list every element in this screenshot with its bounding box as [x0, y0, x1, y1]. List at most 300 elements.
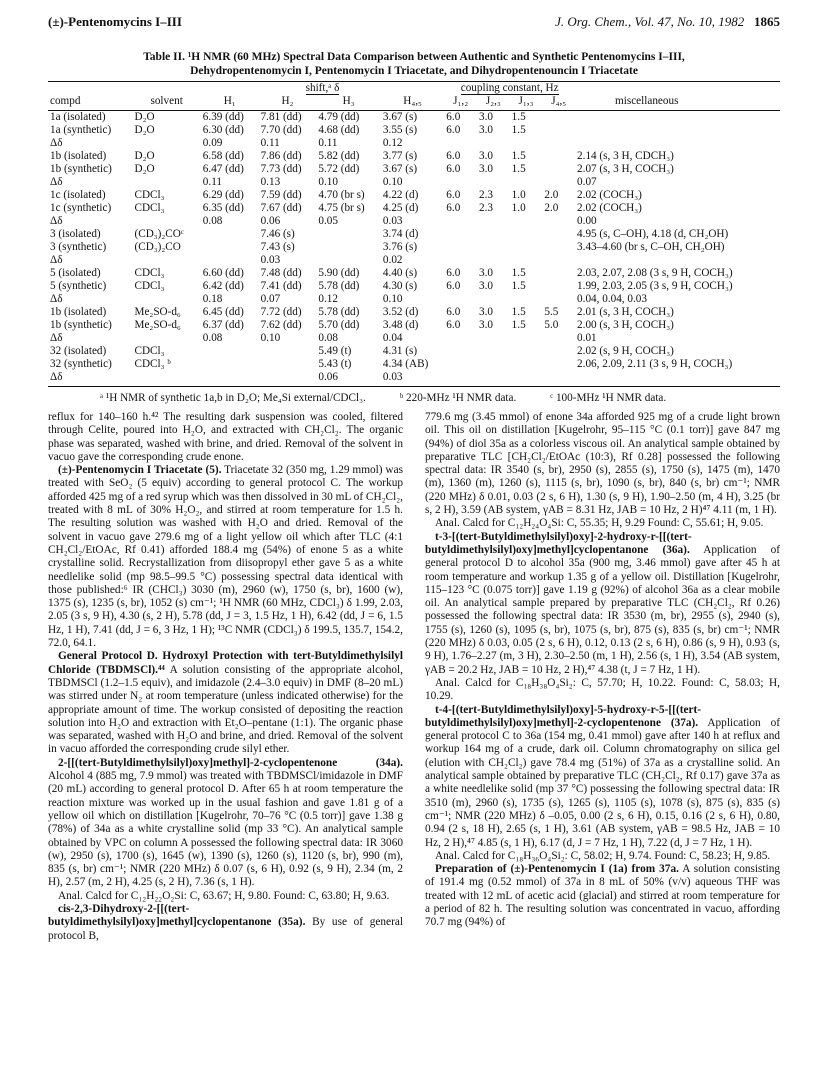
table-cell	[444, 293, 477, 306]
table-cell: Me₂SO-d₆	[134, 319, 181, 331]
column-header: J₂,₃	[477, 95, 510, 111]
paragraph	[48, 650, 403, 756]
table-cell: 7.73 (dd)	[260, 163, 302, 175]
table-cell	[133, 215, 201, 228]
table-cell: 1.5	[511, 111, 526, 123]
paragraph	[425, 704, 780, 850]
table-cell: 5.0	[544, 319, 559, 331]
table-cell: 2.0	[544, 189, 559, 201]
table-cell: 1a (isolated)	[50, 111, 106, 123]
table-cell	[542, 124, 575, 137]
column-header: H₂	[259, 95, 317, 111]
table-cell: 5.43 (t)	[318, 358, 352, 370]
table-cell: D₂O	[134, 150, 155, 162]
table-cell	[542, 111, 575, 125]
table-cell	[201, 254, 259, 267]
table-cell: 5.70 (dd)	[318, 319, 360, 331]
table-cell: 2.02 (s, 9 H, COCH₃)	[577, 345, 674, 357]
table-cell: 32 (synthetic)	[50, 358, 112, 370]
table-row	[48, 371, 780, 387]
table-cell: 4.75 (br s)	[318, 202, 365, 214]
table-cell: 3.0	[478, 163, 493, 175]
table-cell: 4.68 (dd)	[318, 124, 360, 136]
table-cell	[444, 371, 477, 387]
table-cell: 6.29 (dd)	[202, 189, 244, 201]
table-cell: 3 (isolated)	[50, 228, 101, 240]
table-cell	[510, 254, 543, 267]
table-footnote: ᵇ 220-MHz ¹H NMR data.	[399, 392, 517, 404]
table-cell: 2.01 (s, 3 H, COCH₃)	[577, 306, 674, 318]
paragraph	[425, 677, 780, 704]
table-cell: 1a (synthetic)	[50, 124, 112, 136]
table-cell	[542, 254, 575, 267]
table-cell: 6.60 (dd)	[202, 267, 244, 279]
paragraph-text: Anal. Calcd for C₁₈H₃₆O₄Si₂: C, 58.02; H, 9.74. Found: C, 58.23; H, 9.85.	[435, 849, 771, 862]
journal-name: J. Org. Chem.,	[555, 14, 632, 29]
table-cell: 3.0	[478, 280, 493, 292]
table-cell: 3.48 (d)	[382, 319, 419, 331]
table-cell: 6.35 (dd)	[202, 202, 244, 214]
paragraph	[48, 903, 403, 943]
running-head-citation	[555, 14, 780, 30]
table-cell	[542, 150, 575, 163]
paragraph-text: reflux for 140–160 h.⁴² The resulting dark suspension was cooled, filtered through Celite, poured into H₂O, and extracted with CH₂Cl₂. The organic phase was separated, washed with brine, and dried. Removal of the solvent in vacuo gave the corresponding crude enone.	[48, 411, 403, 463]
table-cell: 6.0	[446, 189, 461, 201]
table-cell: 3.76 (s)	[382, 241, 418, 253]
table-cell	[444, 215, 477, 228]
table-cell: 6.0	[446, 280, 461, 292]
paragraph-heading: t-4-[(tert-Butyldimethylsilyl)oxy]-5-hydroxy-r-5-[[(tert-butyldimethylsilyl)oxy]methyl]-2-cyclopentenone (37a).	[425, 703, 702, 729]
table-cell: 6.47 (dd)	[202, 163, 244, 175]
paragraph-text: Anal. Calcd for C₁₈H₃₈O₄Si₂: C, 57.70; H, 10.22. Found: C, 58.03; H, 10.29.	[425, 676, 780, 703]
table-cell	[542, 280, 575, 293]
table-row	[48, 163, 780, 176]
table-cell: 5.72 (dd)	[318, 163, 360, 175]
page-number: 1865	[754, 14, 780, 29]
table-cell	[444, 137, 477, 150]
table-cell	[259, 358, 317, 371]
table-cell: 1.5	[511, 267, 526, 279]
table-cell	[316, 254, 381, 267]
table-cell: 1c (synthetic)	[50, 202, 112, 214]
table-cell: 6.0	[446, 150, 461, 162]
table-cell: D₂O	[134, 124, 155, 136]
table-cell: 2.02 (COCH₃)	[577, 202, 642, 214]
table-cell: 7.43 (s)	[260, 241, 295, 253]
table-cell	[542, 176, 575, 189]
table-cell	[444, 254, 477, 267]
table-cell: 3.0	[478, 306, 493, 318]
table-column-header	[48, 95, 780, 111]
table-cell: 0.13	[260, 176, 281, 188]
table-cell	[542, 163, 575, 176]
paragraph	[48, 411, 403, 464]
left-column	[48, 411, 403, 943]
column-header: J₁,₂	[444, 95, 477, 111]
table-cell: 1c (isolated)	[50, 189, 106, 201]
table-cell	[510, 137, 543, 150]
table-cell: 3.43–4.60 (br s, C–OH, CH₂OH)	[577, 241, 725, 253]
table-cell: D₂O	[134, 163, 155, 175]
table-caption: Table II. ¹H NMR (60 MHz) Spectral Data Comparison between Authentic and Synthetic Pentenomycins I–III, Dehydropentenomycin I, Pentenomycin I Triacetate, and Dihydropentenouncin I Triacetate	[143, 51, 685, 77]
table-cell: 2.06, 2.09, 2.11 (3 s, 9 H, COCH₃)	[577, 358, 733, 370]
table-cell	[316, 241, 381, 254]
table-cell: 1.5	[511, 124, 526, 136]
column-header: J₄,₅	[542, 95, 575, 111]
paragraph-text: Application of general protocol C to 36a (154 mg, 0.41 mmol) gave after 140 h at reflux and workup 164 mg of a crude, dark oil. Column chromatography on silica gel (elution with CH₂Cl₂) gave 78.4 mg (51%) of 37a as a crystalline solid. An analytical sample obtained by preparative TLC (CH₂Cl₂, Rf 0.17) gave 37a as a white needlelike solid (mp 37 °C) possessing the following spectral data: IR 3510 (m), 2960 (s), 1735 (s), 1265 (s), 1105 (s), 1078 (s), 875 (s), 835 (s) cm⁻¹; NMR (220 MHz) δ –0.05, 0.00 (2 s, 6 H), 0.15, 0.16 (2 s, 6 H), 0.80, 0.94 (2 s, 18 H), 2.65 (s, 1 H), 3.61 (AB system, γAB = 98.5 Hz, JAB = 10 Hz, 2 H),⁴⁷ 4.85 (s, 1 H), 6.17 (d, J = 7 Hz, 1 H), 7.22 (d, J = 7 Hz, 1 H).	[425, 716, 780, 849]
table-cell	[444, 176, 477, 189]
table-row	[48, 267, 780, 280]
paragraph-heading: cis-2,3-Dihydroxy-2-[[(tert-butyldimethylsilyl)oxy]methyl]cyclopentanone (35a).	[48, 902, 306, 929]
table-cell: 6.39 (dd)	[202, 111, 244, 123]
table-cell: 0.03	[381, 371, 444, 387]
table-row	[48, 345, 780, 358]
table-row	[48, 150, 780, 163]
table-row	[48, 319, 780, 332]
table-cell: 1.5	[511, 319, 526, 331]
table-cell: 0.07	[577, 176, 597, 188]
table-cell: 6.0	[446, 163, 461, 175]
table-cell	[510, 371, 543, 387]
table-row	[48, 332, 780, 345]
table-cell: 0.10	[382, 293, 403, 305]
table-cell: 2.02 (COCH₃)	[577, 189, 642, 201]
table-cell: 4.79 (dd)	[318, 111, 360, 123]
table-cell	[477, 215, 510, 228]
table-cell: 0.06	[316, 371, 381, 387]
table-row	[48, 124, 780, 137]
table-cell: 6.0	[446, 319, 461, 331]
table-cell	[542, 293, 575, 306]
table-row	[48, 111, 780, 125]
table-cell: 1.5	[511, 150, 526, 162]
table-cell	[510, 176, 543, 189]
body-text	[48, 411, 780, 943]
table-cell: 3.77 (s)	[382, 150, 418, 162]
table-cell: 5.82 (dd)	[318, 150, 360, 162]
table-cell	[444, 228, 477, 241]
table-cell: 0.08	[202, 215, 223, 227]
table-cell: 2.00 (s, 3 H, COCH₃)	[577, 319, 674, 331]
table-cell: 7.67 (dd)	[260, 202, 302, 214]
table-cell: Δδ	[50, 215, 63, 227]
table-cell: 7.59 (dd)	[260, 189, 302, 201]
table-cell: CDCl₃	[134, 189, 165, 201]
table-cell: 7.41 (dd)	[260, 280, 302, 292]
table-cell: 6.42 (dd)	[202, 280, 244, 292]
table-cell: 6.0	[446, 111, 461, 123]
table-footnote: ᵃ ¹H NMR of synthetic 1a,b in D₂O; Me₄Si external/CDCl₃.	[100, 392, 366, 404]
table-cell: 1.5	[511, 280, 526, 292]
table-cell: 0.18	[202, 293, 223, 305]
paragraph-heading: t-3-[(tert-Butyldimethylsilyl)oxy]-2-hydroxy-r-[[(tert-butyldimethylsilyl)oxy]methyl]cyclopentanone (36a).	[425, 530, 692, 556]
right-column	[425, 411, 780, 943]
table-cell: 0.06	[260, 215, 281, 227]
table-cell: 6.30 (dd)	[202, 124, 244, 136]
table-cell	[444, 358, 477, 371]
table-cell: 7.72 (dd)	[260, 306, 302, 318]
paragraph	[48, 464, 403, 650]
table-cell: 6.0	[446, 306, 461, 318]
table-cell: 0.10	[318, 176, 338, 188]
table-cell: 2.07 (s, 3 H, COCH₃)	[577, 163, 674, 175]
table-cell: 0.03	[382, 215, 403, 227]
table-cell: Δδ	[50, 332, 63, 344]
table-cell	[575, 371, 780, 387]
table-cell: Δδ	[48, 371, 133, 387]
table-cell: 4.25 (d)	[382, 202, 419, 214]
table-cell	[201, 228, 259, 241]
table-cell: 7.62 (dd)	[260, 319, 302, 331]
column-header: compd	[48, 95, 133, 111]
table-cell: 0.08	[202, 332, 223, 344]
table-footnote: ᶜ 100-MHz ¹H NMR data.	[550, 392, 667, 404]
column-header: H₄,₅	[381, 95, 444, 111]
paragraph	[425, 517, 780, 530]
table-cell: 0.11	[260, 137, 280, 149]
table-row	[48, 254, 780, 267]
table-cell: 0.12	[318, 293, 338, 305]
table-cell: 0.07	[260, 293, 281, 305]
table-cell: 3.0	[478, 267, 493, 279]
table-cell: 0.12	[382, 137, 403, 149]
table-cell: 6.37 (dd)	[202, 319, 244, 331]
table-cell: 1b (isolated)	[50, 150, 107, 162]
table-cell: 0.11	[202, 176, 222, 188]
table-cell	[477, 241, 510, 254]
table-cell: Δδ	[50, 137, 63, 149]
table-cell: 4.22 (d)	[382, 189, 419, 201]
table-group-header	[48, 82, 780, 96]
table-row	[48, 306, 780, 319]
table-cell: 2.0	[544, 202, 559, 214]
table-cell	[444, 241, 477, 254]
table-row	[48, 280, 780, 293]
table-cell: 6.58 (dd)	[202, 150, 244, 162]
table-cell: 6.45 (dd)	[202, 306, 244, 318]
table-cell	[542, 345, 575, 358]
table-cell: (CD₃)₂CO	[134, 241, 181, 253]
table-cell: D₂O	[134, 111, 155, 123]
table-cell: 0.10	[382, 176, 403, 188]
table-cell: 7.46 (s)	[260, 228, 295, 240]
table-cell: 0.00	[577, 215, 597, 227]
coupling-group-header: coupling constant, Hz	[444, 82, 575, 96]
table-cell: 3.0	[478, 111, 493, 123]
table-cell: 4.34 (AB)	[382, 358, 429, 370]
table-cell: 6.0	[446, 124, 461, 136]
column-header: J₁,₃	[510, 95, 543, 111]
table-cell: 5.90 (dd)	[318, 267, 360, 279]
table-cell	[201, 358, 259, 371]
table-cell: CDCl₃	[134, 202, 165, 214]
table-cell: 1.99, 2.03, 2.05 (3 s, 9 H, COCH₃)	[577, 280, 733, 292]
table-cell: 3.0	[478, 319, 493, 331]
table-cell	[510, 215, 543, 228]
table-cell: CDCl₃	[134, 345, 165, 357]
paragraph	[425, 411, 780, 517]
table-row	[48, 176, 780, 189]
table-cell	[510, 358, 543, 371]
table-cell	[510, 332, 543, 345]
paragraph-text: Anal. Calcd for C₁₂H₂₂O₂Si: C, 63.67; H, 9.80. Found: C, 63.80; H, 9.63.	[58, 889, 390, 902]
table-cell: 3.0	[478, 150, 493, 162]
paragraph	[48, 890, 403, 903]
table-cell	[133, 332, 201, 345]
table-cell: 0.10	[260, 332, 281, 344]
table-cell	[510, 293, 543, 306]
table-cell	[133, 254, 201, 267]
table-cell: 5.78 (dd)	[318, 280, 360, 292]
table-cell: 2.3	[478, 202, 493, 214]
table-cell: 1b (synthetic)	[50, 163, 112, 175]
table-cell	[133, 371, 201, 387]
table-row	[48, 293, 780, 306]
table-cell: CDCl₃ ᵇ	[134, 358, 171, 370]
nmr-table-wrap	[48, 81, 780, 387]
table-cell: 0.11	[318, 137, 338, 149]
table-row	[48, 215, 780, 228]
table-cell	[477, 176, 510, 189]
table-row	[48, 358, 780, 371]
table-cell	[575, 137, 780, 150]
table-cell	[477, 371, 510, 387]
table-cell: 4.30 (s)	[382, 280, 418, 292]
table-cell: 1.0	[511, 202, 526, 214]
table-cell	[542, 267, 575, 280]
shift-group-header: shift,ᵃ δ	[201, 82, 445, 96]
table-footnotes	[48, 391, 780, 405]
table-cell: 0.03	[260, 254, 281, 266]
table-cell	[477, 345, 510, 358]
table-cell	[201, 241, 259, 254]
table-cell	[259, 345, 317, 358]
table-cell: Δδ	[50, 254, 63, 266]
table-cell: 5 (synthetic)	[50, 280, 107, 292]
table-cell: 0.04, 0.04, 0.03	[577, 293, 647, 305]
table-cell	[542, 228, 575, 241]
table-cell	[444, 345, 477, 358]
column-header: H₃	[316, 95, 381, 111]
table-cell: 2.14 (s, 3 H, CDCH₃)	[577, 150, 674, 162]
table-cell: 3.74 (d)	[382, 228, 419, 240]
column-header: solvent	[133, 95, 201, 111]
table-cell	[477, 228, 510, 241]
table-cell	[477, 358, 510, 371]
table-cell	[542, 241, 575, 254]
table-cell: 6.0	[446, 202, 461, 214]
table-cell: 32 (isolated)	[50, 345, 107, 357]
paragraph	[425, 863, 780, 929]
table-body	[48, 111, 780, 387]
table-cell: Δδ	[50, 176, 63, 188]
table-cell: 0.02	[382, 254, 403, 266]
paragraph-heading: (±)-Pentenomycin I Triacetate (5).	[58, 464, 222, 477]
table-cell: 5 (isolated)	[50, 267, 101, 279]
table-cell: Me₂SO-d₆	[134, 306, 181, 318]
table-cell: 0.04	[382, 332, 403, 344]
table-cell: 7.81 (dd)	[260, 111, 302, 123]
table-cell	[477, 254, 510, 267]
paragraph-text: By use of general protocol B,	[48, 916, 403, 942]
table-cell: 3.67 (s)	[382, 111, 418, 123]
paragraph	[425, 850, 780, 863]
table-cell: (CD₃)₂COᶜ	[134, 228, 184, 240]
table-cell: 2.03, 2.07, 2.08 (3 s, 9 H, COCH₃)	[577, 267, 733, 279]
table-cell: CDCl₃	[134, 267, 165, 279]
table-cell: 5.78 (dd)	[318, 306, 360, 318]
table-cell	[542, 137, 575, 150]
table-cell: 5.5	[544, 306, 559, 318]
table-cell	[477, 293, 510, 306]
table-cell: 5.49 (t)	[318, 345, 352, 357]
table-cell: 1b (isolated)	[50, 306, 107, 318]
table-cell: 1b (synthetic)	[50, 319, 112, 331]
table-cell: 3.52 (d)	[382, 306, 419, 318]
table-row	[48, 189, 780, 202]
table-cell	[575, 254, 780, 267]
table-cell: 3.0	[478, 124, 493, 136]
paragraph	[48, 757, 403, 890]
paragraph	[425, 531, 780, 677]
table-cell: 7.86 (dd)	[260, 150, 302, 162]
table-cell: 7.48 (dd)	[260, 267, 302, 279]
nmr-data-table	[48, 81, 780, 387]
paragraph-heading: General Protocol D. Hydroxyl Protection with tert-Butyldimethylsilyl Chloride (TBDMSCl).⁴⁴	[48, 650, 403, 676]
running-head-title: (±)-Pentenomycins I–III	[48, 14, 182, 29]
table-row	[48, 137, 780, 150]
table-cell: 3.55 (s)	[382, 124, 418, 136]
table-cell	[201, 371, 259, 387]
paragraph-text: A solution consisting of the appropriate alcohol, TBDMSCl (1.2–1.5 equiv), and imidazole (2.4–3.0 equiv) in DMF (8–20 mL) was stirred under N₂ at room temperature (unless indicated otherwise) for the appropriate amount of time. The workup consisted of depositing the reaction solution into H₂O and extraction with Et₂O–pentane (1:1). The organic phase was separated, washed with H₂O and brine, and dried. Removal of the solvent in vacuo afforded the corresponding crude silyl ether.	[48, 663, 403, 756]
table-cell	[542, 371, 575, 387]
table-row	[48, 202, 780, 215]
table-cell	[542, 332, 575, 345]
table-cell	[444, 332, 477, 345]
table-cell	[477, 332, 510, 345]
paragraph-text: Alcohol 4 (885 mg, 7.9 mmol) was treated with TBDMSCl/imidazole in DMF (20 mL) according to general protocol D. After 65 h at room temperature the reaction mixture was worked up in the usual fashion and gave 1.81 g of a yellow oil which on distillation [Kugelrohr, 70–76 °C (0.5 torr)] gave 1.38 g (78%) of 34a as a white crystalline solid (mp 33 °C). An analytical sample obtained by VPC on column A possessed the following spectral data: IR 3060 (w), 2950 (s), 1700 (s), 1645 (w), 1390 (s), 1260 (s), 1120 (s, br), 990 (m), 835 (s, br) cm⁻¹; NMR (220 MHz) δ 0.07 (s, 6 H), 0.92 (s, 9 H), 2.34 (m, 2 H), 2.57 (m, 2 H), 4.25 (s, 2 H), 7.36 (s, 1 H).	[48, 770, 403, 889]
table-cell: 3.67 (s)	[382, 163, 418, 175]
table-cell: 4.95 (s, C–OH), 4.18 (d, CH₂OH)	[577, 228, 729, 240]
paragraph-heading: 2-[[(tert-Butyldimethylsilyl)oxy]methyl]-2-cyclopentenone (34a).	[58, 756, 403, 769]
table-cell: 6.0	[446, 267, 461, 279]
paragraph-text: Application of general protocol D to alcohol 35a (900 mg, 3.46 mmol) gave after 45 h at room temperature and workup 1.35 g of a yellow oil. Distillation [Kugelrohr, 115–123 °C (0.075 torr)] gave 1.19 g (92%) of alcohol 36a as a clear mobile oil. An analytical sample prepared by preparative TLC (CH₂Cl₂, Rf 0.26) possessed the following spectral data: IR 3530 (m, br), 2955 (s), 2940 (s), 1755 (s), 1260 (s), 1095 (s, br), 1075 (s, br), 875 (s), 835 (s, br) cm⁻¹; NMR (220 MHz) δ 0.03, 0.05 (2 s, 6 H), 0.12, 0.13 (2 s, 6 H), 0.86 (s, 9 H), 0.93 (s, 9 H), 1.76–2.27 (m, 3 H), 2.30–2.50 (m, 1 H), 2.56 (s, 1 H), 3.54 (AB system, γAB = 20.2 Hz, JAB = 10 Hz, 2 H),⁴⁷ 4.38 (t, J = 7 Hz, 1 H).	[425, 543, 780, 676]
table-cell	[510, 228, 543, 241]
column-header: H₁	[201, 95, 259, 111]
table-cell	[201, 345, 259, 358]
table-cell: 4.70 (br s)	[318, 189, 365, 201]
paragraph-text: 779.6 mg (3.45 mmol) of enone 34a afforded 925 mg of a crude light brown oil. This oil on distillation [Kugelrohr, 95–115 °C (0.1 torr)] gave 847 mg (94%) of diol 35a as a colorless viscous oil. An analytical sample obtained by preparative TLC [CH₂Cl₂/EtOAc (10:3), Rf 0.28] possessed the following spectral data: IR 3540 (s, br), 2950 (s), 2855 (s), 1750 (s), 1475 (m), 1470 (m), 1360 (m), 1260 (s), 1115 (s, br), 1090 (s, br), 840 (s, br) cm⁻¹; NMR (220 MHz) δ 0.01, 0.03 (2 s, 6 H), 1.30 (s, 9 H), 1.90–2.50 (m, 4 H), 3.25 (br s, 2 H), 3.59 (AB system, γAB = 8.31 Hz, JAB = 10 Hz, 2 H)⁴⁷ 4.11 (m, 1 H).	[425, 411, 780, 517]
table-cell: 0.08	[318, 332, 338, 344]
table-cell: 4.40 (s)	[382, 267, 418, 279]
table-row	[48, 228, 780, 241]
table-cell	[133, 176, 201, 189]
table-cell	[575, 124, 780, 137]
table-cell: 1.5	[511, 163, 526, 175]
journal-volume: Vol. 47, No. 10, 1982	[634, 14, 745, 29]
table-cell: 1.0	[511, 189, 526, 201]
paragraph-heading: Preparation of (±)-Pentenomycin I (1a) from 37a.	[435, 863, 679, 876]
paragraph-text: Triacetate 32 (350 mg, 1.29 mmol) was treated with SeO₂ (5 equiv) according to general protocol C. The workup afforded 425 mg of a red syrup which was then dissolved in 30 mL of CH₂Cl₂, treated with 8 mL of 30% H₂O₂, and stirred at room temperature for 1.5 h. The resulting solution was washed with H₂O and dried. Removal of the solvent in vacuo gave 279.6 mg of a light yellow oil which after TLC (4:1 CH₂Cl₂/EtOAc, Rf 0.41) afforded 188.4 mg (54%) of enone 5 as a white crystalline solid. Recrystallization from diisopropyl ether gave 5 as a white needlelike solid (mp 98.5–99.5 °C) possessing spectral data identical with those published:⁶ IR (CHCl₃) 3030 (m), 2960 (w), 1750 (s, br), 1600 (w), 1375 (s), 1235 (s, br), 1052 (s) cm⁻¹; ¹H NMR (60 MHz, CDCl₃) δ 1.99, 2.03, 2.05 (3 s, 9 H), 4.30 (s, 2 H), 5.78 (dd, J = 3, 1.5 Hz, 1 H), 6.42 (dd, J = 6, 1.5 Hz, 1 H), 7.41 (dd, J = 6, 3 Hz, 1 H); ¹³C NMR (CDCl₃) δ 199.5, 135.7, 154.2, 72.0, 64.1.	[48, 464, 403, 650]
paragraph-text: A solution consisting of 191.4 mg (0.52 mmol) of 37a in 8 mL of 50% (v/v) aqueous THF was treated with 12 mL of acetic acid (glacial) and stirred at room temperature for a period of 82 h. The resulting solution was concentrated in vacuo, affording 70.7 mg (94%) of	[425, 863, 781, 929]
table-cell: 0.05	[318, 215, 338, 227]
table-cell: 0.01	[577, 332, 597, 344]
table-cell	[316, 228, 381, 241]
table-cell: 7.70 (dd)	[260, 124, 302, 136]
table-cell: 2.3	[478, 189, 493, 201]
column-header: miscellaneous	[575, 95, 780, 111]
table-cell	[133, 293, 201, 306]
